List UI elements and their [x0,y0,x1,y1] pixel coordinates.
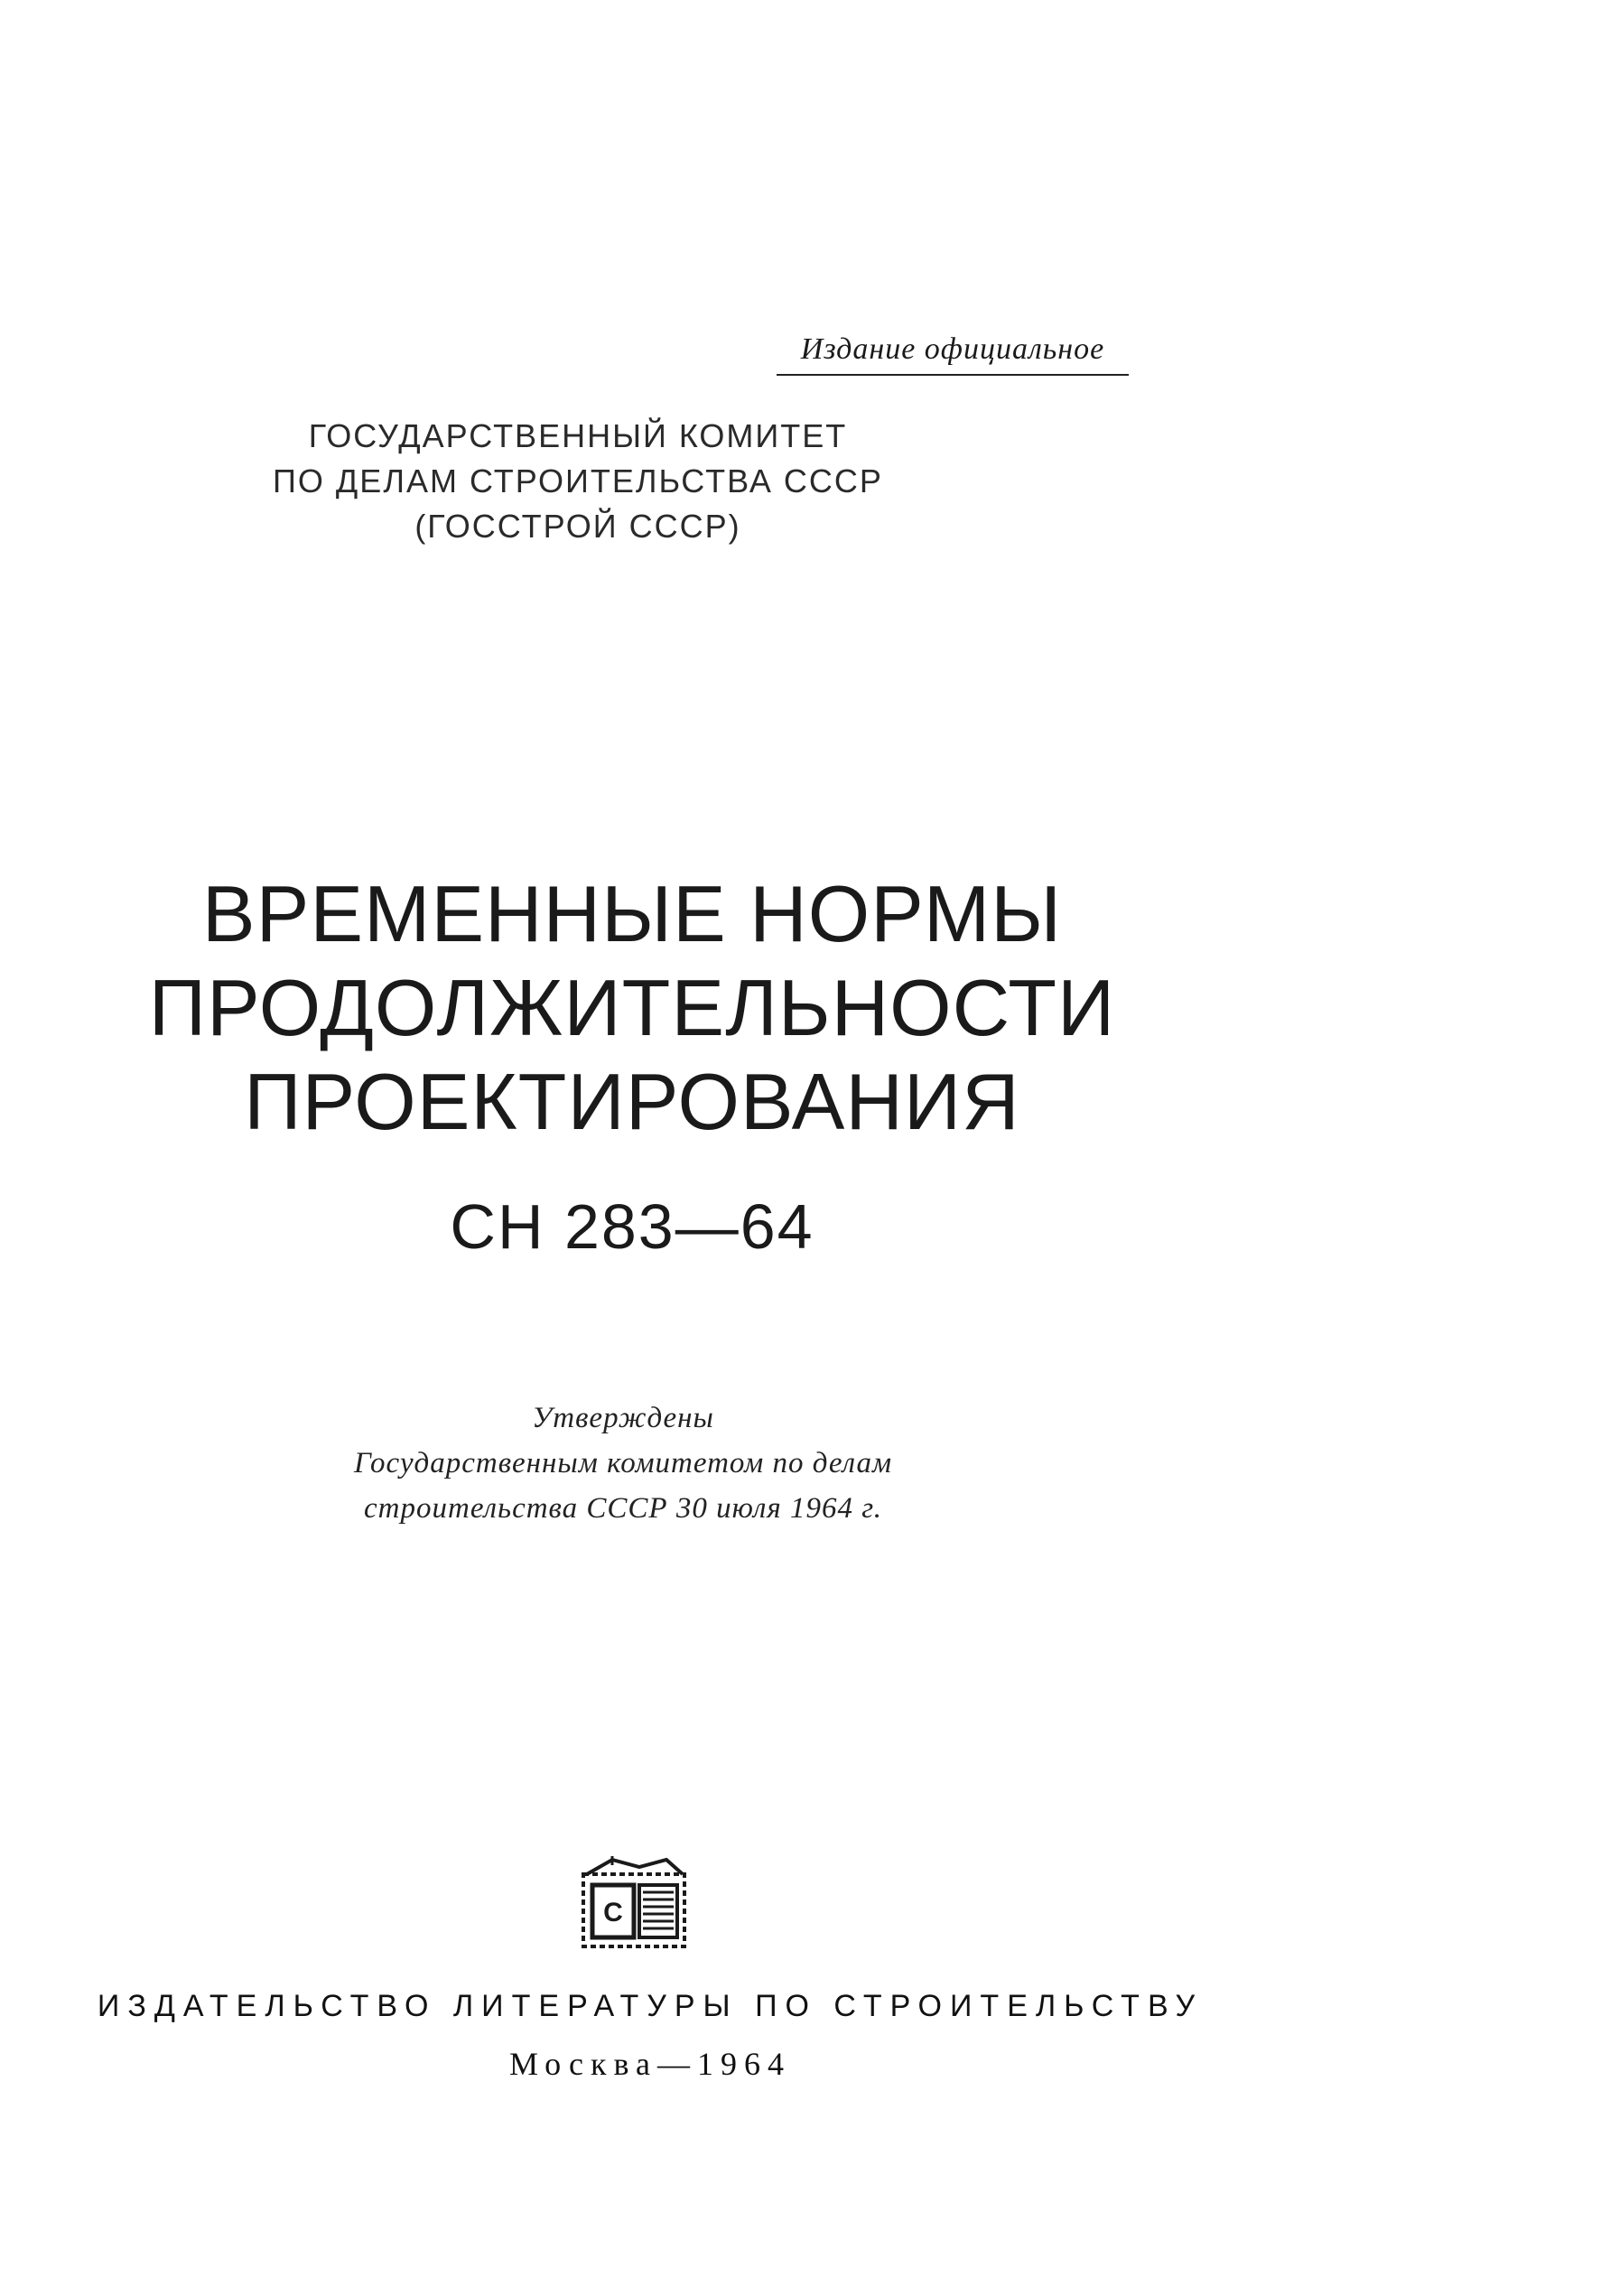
city-year: Москва—1964 [509,2046,791,2082]
issuer-line-2: ПО ДЕЛАМ СТРОИТЕЛЬСТВА СССР [273,462,883,499]
title-line-3: ПРОЕКТИРОВАНИЯ [244,1057,1020,1146]
issuer-line-1: ГОСУДАРСТВЕННЫЙ КОМИТЕТ [308,417,848,454]
edition-note: Издание официальное [777,332,1129,376]
title-line-2: ПРОДОЛЖИТЕЛЬНОСТИ [148,963,1116,1052]
title-line-1: ВРЕМЕННЫЕ НОРМЫ [201,869,1063,958]
issuer-block [226,414,930,549]
emblem-letter: С [603,1898,623,1927]
approval-block [271,1395,975,1531]
document-code: СН 283—64 [450,1191,814,1262]
approval-line-1: Утверждены [532,1402,714,1434]
approval-line-2: Государственным комитетом по делам [353,1447,892,1479]
approval-line-3: строительства СССР 30 июля 1964 г. [364,1492,882,1525]
publisher-name: ИЗДАТЕЛЬСТВО ЛИТЕРАТУРЫ ПО СТРОИТЕЛЬСТВУ [97,1989,1204,2023]
document-title [90,867,1174,1149]
publisher-emblem-icon [576,1854,693,1954]
issuer-line-3: (ГОССТРОЙ СССР) [414,508,741,545]
